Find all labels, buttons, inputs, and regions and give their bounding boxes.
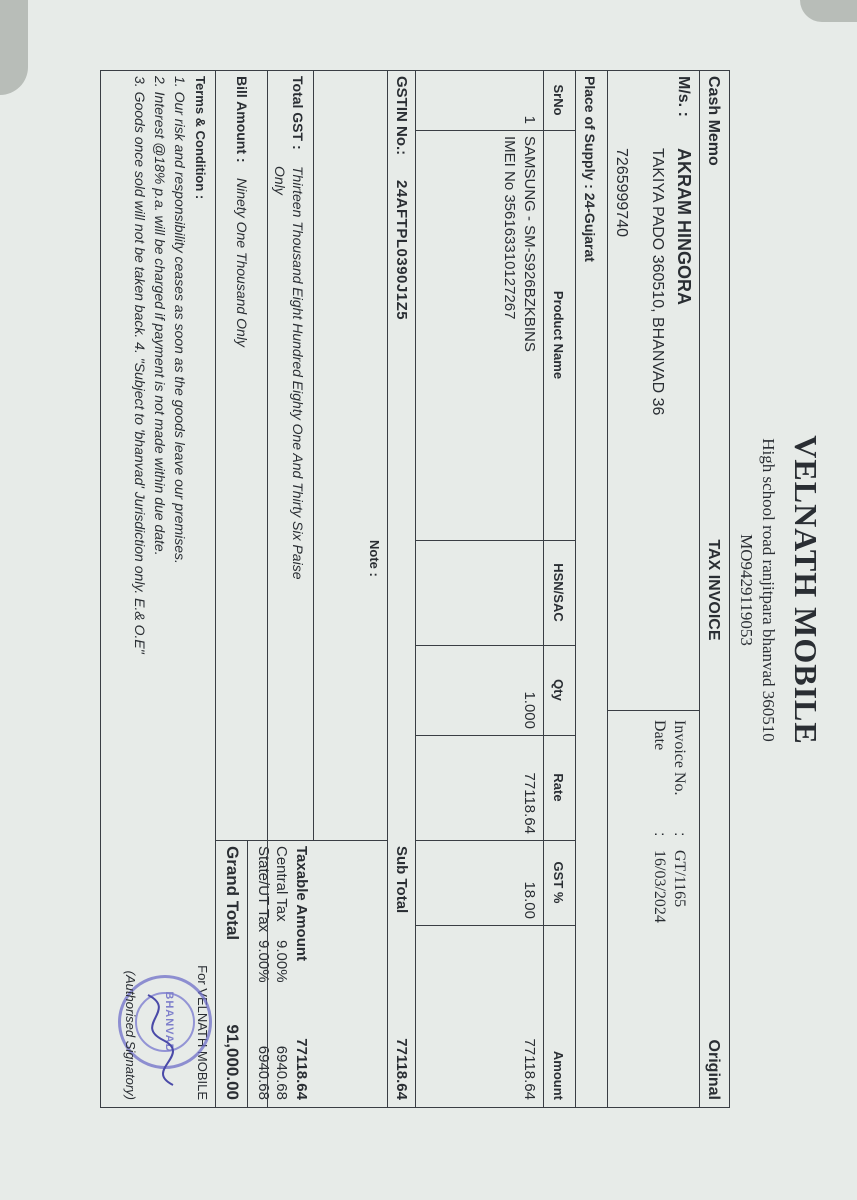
- invoice-date: 16/03/2024: [651, 850, 668, 923]
- customer-label: M/s. :: [675, 76, 692, 117]
- total-gst-label: Total GST :: [290, 76, 306, 150]
- row-amount: 77118.64: [521, 1038, 538, 1100]
- shop-name: VELNATH MOBILE: [788, 435, 824, 745]
- grand-total-label: Grand Total: [223, 846, 242, 941]
- terms-line-3: 3. Goods once sold will not be taken back. 4. "Subject to 'bhanvad' Jurisdiction only. E.& O.E": [132, 76, 148, 654]
- customer-bottom-line: [607, 70, 608, 1108]
- terms-top-line: [215, 70, 216, 1108]
- invoice-number-label: Invoice No.: [671, 720, 688, 796]
- gstin-value: 24AFTPL0390J1Z5: [393, 180, 410, 321]
- row-product: SAMSUNG - SM-S926BZKBINS: [521, 136, 538, 352]
- for-shop-label: For VELNATH MOBILE: [195, 965, 210, 1100]
- header-hsn: HSN/SAC: [551, 563, 566, 622]
- subtotal-label: Sub Total: [393, 846, 410, 914]
- row-qty: 1.000: [521, 691, 538, 729]
- central-tax-label: Central Tax: [273, 846, 290, 922]
- subtotal-value: 77118.64: [393, 1038, 410, 1100]
- header-amount: Amount: [551, 1050, 566, 1100]
- invoice-date-label: Date: [651, 720, 668, 751]
- customer-phone: 7265999740: [613, 148, 630, 237]
- row-srno: 1: [521, 115, 538, 124]
- table-header-line: [543, 70, 544, 1108]
- gstin-top-line: [415, 70, 416, 1108]
- invoice-number-separator: :: [671, 832, 688, 837]
- header-qty: Qty: [551, 679, 566, 701]
- central-tax-value: 6940.68: [273, 1045, 290, 1100]
- place-of-supply: Place of Supply : 24-Gujarat: [582, 76, 598, 262]
- shop-mobile: MO9429119053: [737, 534, 756, 646]
- supply-bottom-line: [575, 70, 576, 1108]
- invoice-number: GT/1165: [671, 850, 688, 908]
- row-gst: 18.00: [521, 881, 538, 919]
- header-rate: Rate: [551, 773, 566, 802]
- memo-title: TAX INVOICE: [705, 539, 722, 641]
- taxable-label: Taxable Amount: [293, 846, 310, 962]
- gstin-bottom-line: [387, 70, 388, 1108]
- header-gst: GST %: [551, 861, 566, 904]
- state-tax-rate: 9.00%: [255, 940, 272, 983]
- total-gst-words: Thirteen Thousand Eight Hundred Eighty One And Thirty Six Paise: [290, 166, 306, 580]
- shop-address: High school road ranjitpara bhanvad 360510: [759, 438, 778, 742]
- header-srno: SrNo: [551, 84, 566, 116]
- memo-copy: Original: [705, 1039, 722, 1100]
- state-tax-value: 6940.68: [255, 1045, 272, 1100]
- customer-address: TAKIYA PADO 360510, BHANVAD 36: [649, 148, 666, 416]
- note-label: Note :: [367, 540, 382, 577]
- bill-amount-words: Ninety One Thousand Only: [234, 178, 250, 347]
- memo-type: Cash Memo: [705, 76, 722, 166]
- totals-divider: [216, 840, 388, 841]
- grand-total-value: 91,000.00: [223, 1024, 242, 1100]
- state-tax-label: State/UT Tax: [255, 846, 272, 933]
- customer-divider: [608, 710, 700, 711]
- invoice-date-separator: :: [651, 832, 668, 837]
- corner-shadow: [0, 0, 28, 95]
- grand-total-top-line: [247, 840, 248, 1108]
- gstin-label: GSTIN No.:: [393, 76, 410, 156]
- header-product: Product Name: [551, 290, 566, 380]
- terms-line-1: 1. Our risk and responsibility ceases as soon as the goods leave our premises.: [172, 76, 188, 564]
- terms-line-2: 2. Interest @18% p.a. will be charged if payment is not made within due date.: [152, 76, 168, 556]
- corner-shadow: [800, 0, 857, 22]
- stamp-text: BHANVAD: [163, 991, 175, 1053]
- total-gst-words-2: Only: [272, 166, 288, 195]
- row-rate: 77118.64: [521, 772, 538, 834]
- taxable-value: 77118.64: [293, 1038, 310, 1100]
- terms-title: Terms & Condition :: [193, 76, 208, 200]
- row-imei: IMEI No 356163310127267: [501, 136, 518, 320]
- gst-words-bottom-line: [267, 70, 268, 1108]
- invoice-document: [88, 70, 828, 1110]
- customer-name: AKRAM HINGORA: [674, 148, 694, 305]
- bill-amount-label: Bill Amount :: [234, 76, 250, 163]
- header-divider: [699, 70, 700, 1108]
- authorised-signatory: (Authorised Signatory): [123, 970, 138, 1100]
- gst-words-top-line: [313, 70, 314, 841]
- central-tax-rate: 9.00%: [273, 940, 290, 983]
